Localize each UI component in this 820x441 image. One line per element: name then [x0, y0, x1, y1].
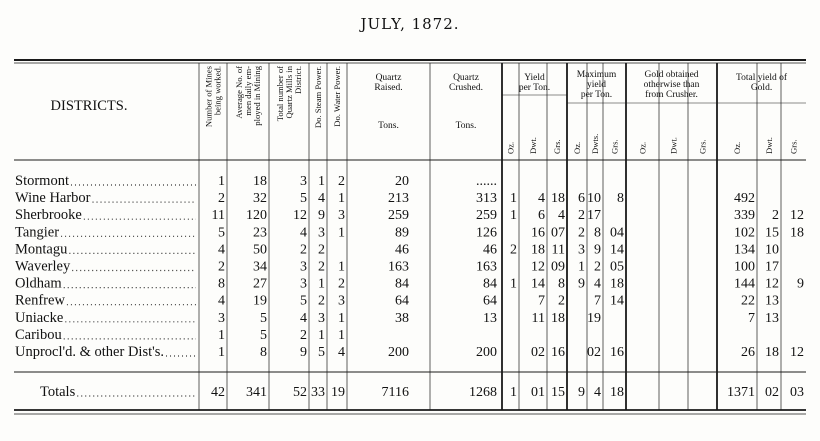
cell-m-grs: 8	[617, 191, 624, 207]
cell-t-oz: 339	[734, 208, 755, 224]
quartz-mills-header: District.	[293, 66, 303, 94]
cell-raised: 7116	[381, 385, 409, 400]
quartz-raised-header: Raised.	[374, 83, 403, 93]
cell-y-grs: 09	[551, 259, 565, 275]
cell-raised: 38	[395, 310, 409, 326]
cell-t-dwt: 13	[765, 293, 779, 309]
cell-steam: 9	[318, 208, 325, 224]
cell-mills: 12	[293, 208, 307, 224]
totals-label: Totals	[40, 384, 76, 400]
cell-t-dwt: 2	[772, 208, 779, 224]
cell-raised: 89	[395, 225, 409, 241]
cell-steam: 3	[318, 225, 325, 241]
cell-m-dwt: 10	[587, 191, 601, 207]
cell-mines: 1	[218, 174, 225, 189]
cell-mills: 9	[300, 345, 307, 360]
cell-y-grs: 2	[558, 293, 565, 309]
cell-water: 3	[338, 208, 345, 224]
cell-mills: 3	[300, 259, 307, 275]
district-name: Sherbrooke	[15, 207, 82, 224]
cell-men: 50	[253, 242, 267, 258]
cell-y-grs: 8	[558, 276, 565, 292]
cell-steam: 2	[318, 293, 325, 309]
cell-y-oz: 1	[510, 208, 517, 224]
cell-t-grs: 18	[790, 225, 804, 241]
district-name: Stormont	[15, 173, 69, 189]
district-name: Renfrew	[15, 292, 65, 309]
cell-m-grs: 14	[610, 293, 624, 309]
cell-raised: 213	[388, 191, 409, 207]
cell-t-dwt: 10	[765, 242, 779, 258]
cell-m-dwt: 4	[594, 276, 601, 292]
tons-raised-unit: Tons.	[378, 121, 399, 131]
gold-otherwise-header: Gold obtained	[644, 70, 699, 80]
unit-grs-header: Grs.	[609, 139, 620, 154]
cell-men: 8	[260, 345, 267, 360]
cell-steam: 5	[318, 345, 325, 360]
cell-crushed: 126	[476, 225, 497, 241]
cell-water: 2	[338, 276, 345, 292]
cell-crushed: 64	[483, 293, 497, 309]
cell-y-dwt: 01	[531, 385, 545, 400]
cell-t-oz: 100	[734, 259, 755, 275]
cell-t-grs: 12	[790, 208, 804, 224]
cell-crushed: 13	[483, 310, 497, 326]
cell-t-oz: 144	[734, 276, 755, 292]
unit-oz-header: Oz.	[572, 141, 582, 154]
cell-t-oz: 7	[748, 310, 755, 326]
cell-m-grs: 04	[610, 225, 624, 241]
cell-t-oz: 1371	[727, 385, 755, 400]
unit-oz-header: Oz.	[637, 141, 648, 154]
cell-y-grs: 4	[558, 208, 565, 224]
yield-per-ton-header: Yield	[524, 73, 545, 83]
cell-mills: 3	[300, 276, 307, 292]
cell-m-dwt: 9	[594, 242, 601, 258]
cell-men: 18	[253, 174, 267, 189]
cell-y-grs: 07	[551, 225, 565, 241]
cell-mines: 1	[218, 345, 225, 360]
cell-men: 19	[253, 293, 267, 309]
cell-m-oz: 9	[578, 385, 585, 400]
cell-t-dwt: 02	[765, 385, 779, 400]
cell-steam: 33	[311, 385, 325, 400]
cell-m-dwt: 19	[587, 310, 601, 326]
cell-y-oz: 2	[510, 242, 517, 258]
cell-steam: 2	[318, 259, 325, 275]
cell-men: 341	[246, 385, 267, 400]
cell-mines: 11	[211, 208, 225, 224]
cell-mines: 1	[218, 327, 225, 343]
cell-water: 1	[338, 191, 345, 207]
cell-crushed: 163	[476, 259, 497, 275]
gold-otherwise-header: otherwise than	[643, 80, 700, 90]
cell-y-oz: 1	[510, 191, 517, 207]
cell-raised: 20	[395, 174, 409, 189]
districts-header: DISTRICTS.	[50, 98, 128, 114]
unit-grs-header: Grs.	[697, 139, 708, 154]
cell-m-dwt: 8	[594, 225, 601, 241]
cell-mines: 5	[218, 225, 225, 241]
cell-water: 1	[338, 310, 345, 326]
cell-m-oz: 2	[578, 225, 585, 241]
cell-crushed: 259	[476, 208, 497, 224]
max-yield-header: yield	[587, 80, 606, 90]
district-name: Waverley	[15, 258, 71, 275]
cell-m-grs: 18	[610, 276, 624, 292]
max-yield-header: per Ton.	[580, 90, 613, 100]
cell-water: 19	[331, 385, 345, 400]
total-yield-header: Gold.	[750, 83, 773, 93]
quartz-crushed-header: Crushed.	[448, 83, 484, 93]
cell-t-dwt: 13	[765, 310, 779, 326]
cell-men: 23	[253, 225, 267, 241]
cell-steam: 1	[318, 276, 325, 292]
cell-mills: 3	[300, 174, 307, 189]
cell-m-oz: 6	[578, 191, 585, 207]
cell-m-grs: 16	[610, 345, 624, 360]
cell-raised: 259	[388, 208, 409, 224]
cell-mines: 3	[218, 310, 225, 326]
total-yield-header: Total yield of	[735, 73, 788, 83]
cell-m-grs: 14	[610, 242, 624, 258]
cell-crushed: 46	[483, 242, 497, 258]
cell-y-dwt: 4	[538, 191, 545, 207]
cell-steam: 1	[318, 174, 325, 189]
unit-grs-header: Grs.	[788, 139, 799, 154]
cell-mills: 5	[300, 293, 307, 309]
cell-m-grs: 18	[610, 385, 624, 400]
cell-water: 1	[338, 225, 345, 241]
cell-men: 32	[253, 191, 267, 207]
cell-crushed: 84	[483, 276, 497, 292]
quartz-mills-header: Total number of	[275, 66, 285, 122]
cell-mines: 42	[211, 385, 225, 400]
cell-raised: 84	[395, 276, 409, 292]
unit-dwt-header: Dwt.	[668, 137, 679, 154]
unit-dwts-header: Dwts.	[590, 133, 600, 154]
district-name: Uniacke	[15, 309, 64, 326]
cell-y-oz: 1	[510, 276, 517, 292]
cell-m-dwt: 2	[594, 259, 601, 275]
cell-raised: 64	[395, 293, 409, 309]
cell-y-dwt: 11	[531, 310, 545, 326]
steam-power-header: Do. Steam Power.	[313, 66, 323, 129]
cell-m-dwt: 7	[594, 293, 601, 309]
cell-mines: 4	[218, 293, 225, 309]
cell-y-grs: 15	[551, 385, 565, 400]
cell-mines: 2	[218, 191, 225, 207]
cell-mines: 4	[218, 242, 225, 258]
cell-steam: 3	[318, 310, 325, 326]
cell-t-dwt: 15	[765, 225, 779, 241]
unit-dwt-header: Dwt.	[528, 137, 538, 154]
men-employed-header: men daily em-	[243, 66, 253, 116]
cell-m-oz: 3	[578, 242, 585, 258]
cell-m-dwt: 17	[587, 208, 601, 224]
cell-t-oz: 22	[741, 293, 755, 309]
cell-t-oz: 492	[734, 191, 755, 207]
cell-t-oz: 26	[741, 345, 755, 360]
mines-worked-header: being worked.	[212, 66, 223, 116]
cell-t-dwt: 18	[765, 345, 779, 360]
district-name: Caribou	[15, 326, 62, 343]
cell-crushed: 313	[476, 191, 497, 207]
cell-y-grs: 18	[551, 310, 565, 326]
gold-otherwise-header: from Crusher.	[645, 90, 698, 100]
cell-t-dwt: 17	[765, 259, 779, 275]
cell-t-dwt: 12	[765, 276, 779, 292]
cell-raised: 46	[395, 242, 409, 258]
cell-mills: 2	[300, 242, 307, 258]
unit-oz-header: Oz.	[732, 141, 742, 154]
cell-t-grs: 03	[790, 385, 804, 400]
water-power-header: Do. Water Power.	[332, 66, 342, 127]
cell-mills: 4	[300, 225, 307, 241]
cell-m-dwt: 4	[594, 385, 601, 400]
cell-raised: 200	[388, 345, 409, 360]
district-name: Montagu	[15, 241, 68, 258]
cell-y-dwt: 7	[538, 293, 545, 309]
cell-men: 27	[253, 276, 267, 292]
unit-grs-header: Grs.	[552, 139, 562, 154]
quartz-crushed-header: Quartz	[453, 73, 479, 83]
cell-y-grs: 16	[551, 345, 565, 360]
cell-m-grs: 05	[610, 259, 624, 275]
cell-steam: 4	[318, 191, 325, 207]
cell-water: 4	[338, 345, 345, 360]
cell-crushed: 200	[476, 345, 497, 360]
cell-t-oz: 134	[734, 242, 755, 258]
cell-men: 5	[260, 327, 267, 343]
mines-worked-header: Number of Mines	[203, 66, 214, 128]
cell-mills: 5	[300, 191, 307, 207]
cell-t-grs: 9	[797, 276, 804, 292]
cell-y-dwt: 14	[531, 276, 545, 292]
unit-oz-header: Oz.	[505, 141, 516, 154]
cell-m-oz: 9	[578, 276, 585, 292]
cell-mills: 52	[293, 385, 307, 400]
yield-per-ton-header: per Ton.	[518, 83, 551, 93]
cell-water: 1	[338, 327, 345, 343]
district-name: Unprocl'd. & other Dist's.	[15, 344, 165, 360]
quartz-raised-header: Quartz	[375, 73, 402, 83]
cell-water: 3	[338, 293, 345, 309]
quartz-mills-header: Quartz Mills in	[284, 66, 294, 119]
cell-y-oz: 1	[510, 385, 517, 400]
men-employed-header: ployed in Mining	[252, 66, 262, 126]
cell-t-oz: 102	[734, 225, 755, 241]
cell-t-grs: 12	[790, 345, 804, 360]
unit-dwt-header: Dwt.	[764, 137, 774, 154]
cell-y-dwt: 02	[531, 345, 545, 360]
cell-y-dwt: 12	[531, 259, 545, 275]
cell-mills: 4	[300, 310, 307, 326]
cell-m-oz: 1	[578, 259, 585, 275]
cell-mills: 2	[300, 327, 307, 343]
cell-raised: 163	[388, 259, 409, 275]
cell-y-dwt: 6	[538, 208, 545, 224]
cell-y-dwt: 16	[531, 225, 545, 241]
district-name: Oldham	[15, 275, 62, 292]
tons-crushed-unit: Tons.	[455, 121, 477, 131]
cell-water: 1	[338, 259, 345, 275]
cell-men: 34	[253, 259, 267, 275]
cell-mines: 8	[218, 276, 225, 292]
cell-y-grs: 18	[551, 191, 565, 207]
cell-crushed: 1268	[469, 385, 497, 400]
cell-y-dwt: 18	[531, 242, 545, 258]
cell-y-grs: 11	[551, 242, 565, 258]
cell-crushed: ......	[476, 174, 497, 189]
cell-water: 2	[338, 174, 345, 189]
cell-m-dwt: 02	[587, 345, 601, 360]
cell-mines: 2	[218, 259, 225, 275]
cell-men: 5	[260, 310, 267, 326]
cell-m-oz: 2	[578, 208, 585, 224]
cell-men: 120	[246, 208, 267, 224]
max-yield-header: Maximum	[576, 70, 617, 80]
cell-steam: 1	[318, 327, 325, 343]
cell-steam: 2	[318, 242, 325, 258]
district-name: Wine Harbor	[15, 190, 91, 207]
men-employed-header: Average No. of	[234, 66, 244, 119]
page-title: JULY, 1872.	[360, 15, 460, 33]
district-name: Tangier	[15, 224, 60, 241]
